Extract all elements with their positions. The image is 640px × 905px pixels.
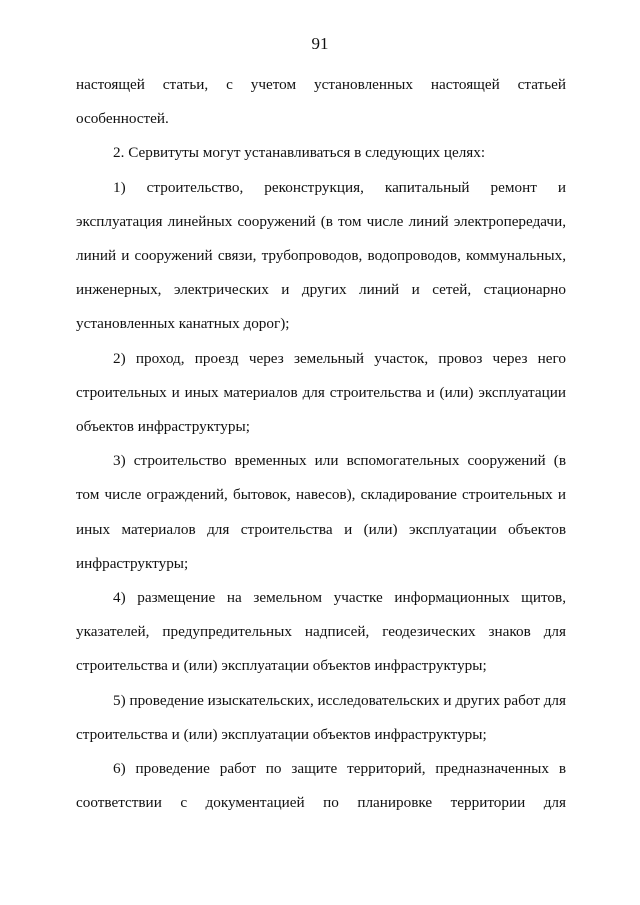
list-item-1: 1) строительство, реконструкция, капитальный ремонт и эксплуатация линейных сооружений (в том числе линий электропередачи, линий и сооружений связи, трубопроводов, водопроводов, коммунальных, инженерных, электрических и других линий и сетей, стационарно установленных канатных дорог); <box>76 178 566 333</box>
list-item-5: 5) проведение изыскательских, исследовательских и других работ для строительства и (или) эксплуатации объектов инфраструктуры; <box>76 691 566 743</box>
paragraph-continuation: настоящей статьи, с учетом установленных настоящей статьей особенностей. <box>76 76 566 128</box>
document-body <box>76 68 566 820</box>
list-item-3: 3) строительство временных или вспомогательных сооружений (в том числе ограждений, бытовок, навесов), складирование строительных и иных материалов для строительства и (или) эксплуатации объектов инфраструктуры; <box>76 452 566 572</box>
paragraph-servitude-purposes: 2. Сервитуты могут устанавливаться в следующих целях: <box>113 144 486 162</box>
page-number: 91 <box>311 34 329 53</box>
list-item-6: 6) проведение работ по защите территорий, предназначенных в соответствии с документацией по планировке территории для <box>76 760 566 812</box>
list-item-4: 4) размещение на земельном участке информационных щитов, указателей, предупредительных надписей, геодезических знаков для строительства и (или) эксплуатации объектов инфраструктуры; <box>76 589 566 675</box>
list-item-2: 2) проход, проезд через земельный участок, провоз через него строительных и иных материалов для строительства и (или) эксплуатации объектов инфраструктуры; <box>76 349 566 436</box>
